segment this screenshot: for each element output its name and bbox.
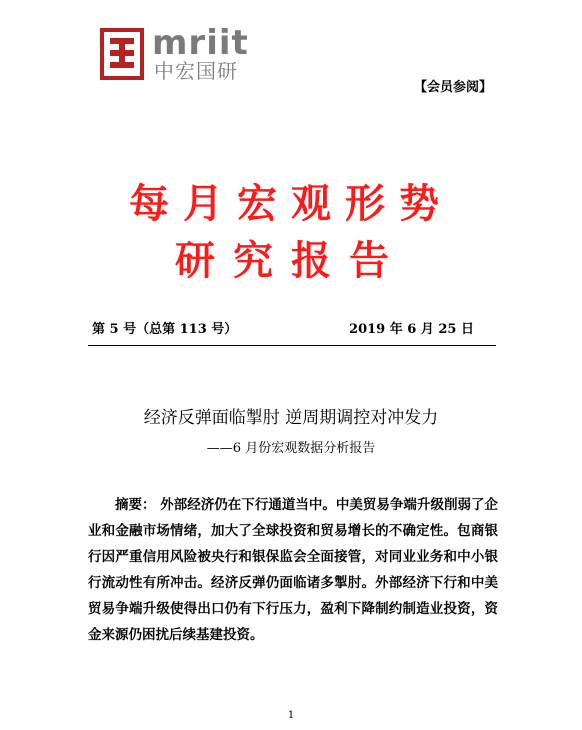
report-title-line2: 研究报告 — [175, 237, 407, 284]
report-title-line1: 每月宏观形势 — [129, 180, 453, 227]
member-tag: 【会员参阅】 — [413, 80, 492, 95]
logo-brand-en: mriit — [152, 23, 249, 63]
divider — [88, 345, 496, 346]
issue-date: 2019 年 6 月 25 日 — [349, 322, 474, 337]
logo-brand-cn: 中宏国研 — [154, 59, 238, 83]
abstract-paragraph: 摘要： 外部经济仍在下行通道当中。中美贸易争端升级削弱了企业和金融市场情绪，加大了全球投资和贸易增长的不确定性。包商银行因严重信用风险被央行和银保监会全面接管，对同业业务和中小银行流动性有所冲击。经济反弹仍面临诸多掣肘。外部经济下行和中美贸易争端升级使得出口仍有下行压力，盈利下降制约制造业投资，资金来源仍困扰后续基建投资。 — [88, 497, 498, 643]
article-subheadline: ——6 月份宏观数据分析报告 — [206, 441, 376, 456]
page-number: 1 — [287, 710, 295, 721]
logo-mark-icon — [100, 28, 144, 80]
article-headline: 经济反弹面临掣肘 逆周期调控对冲发力 — [143, 408, 439, 428]
issue-number: 第 5 号（总第 113 号） — [92, 322, 238, 337]
